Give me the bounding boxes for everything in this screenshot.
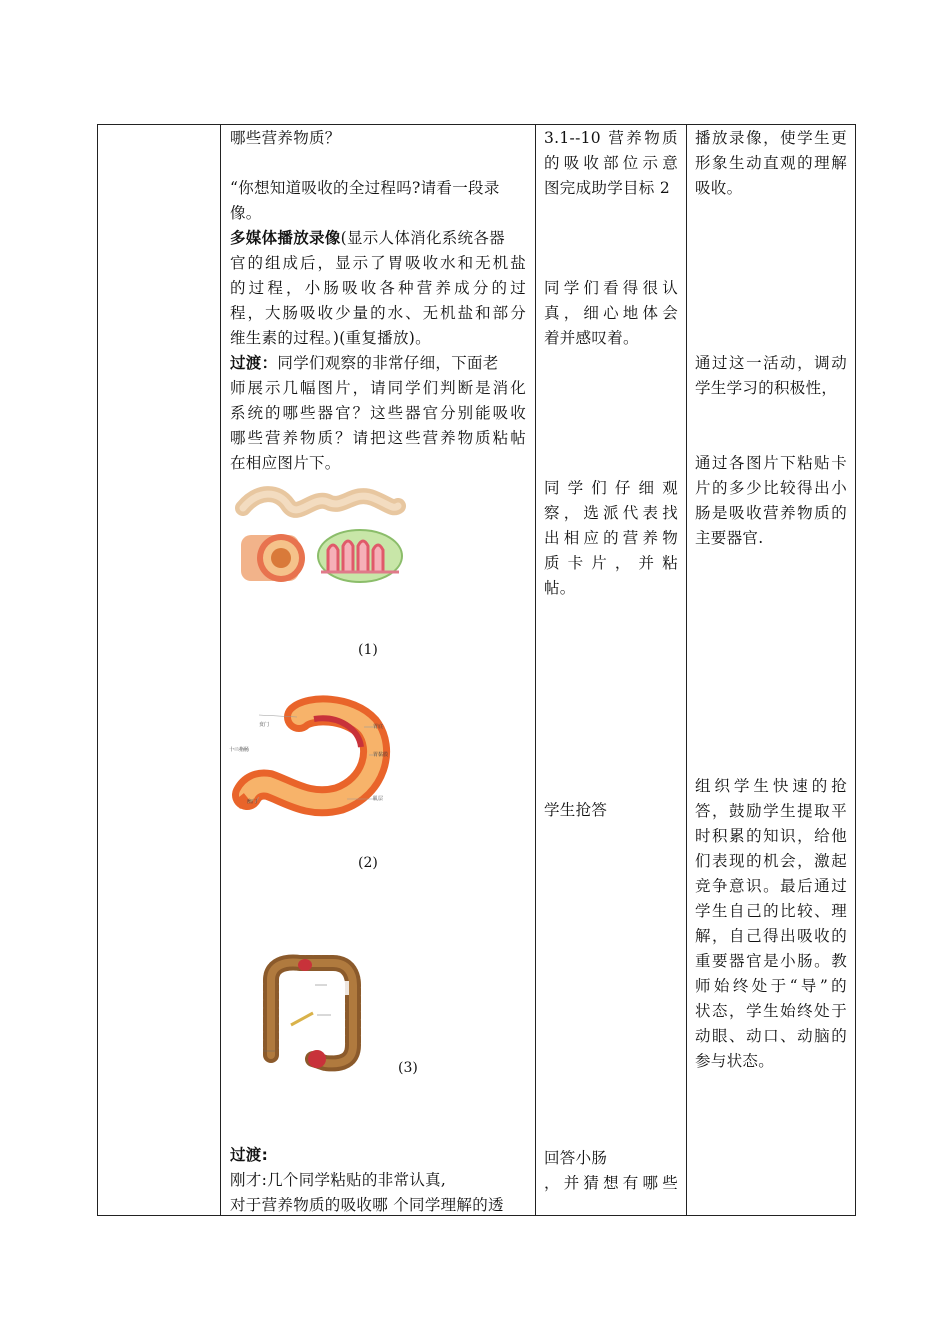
student-block-3-line: 同 学 们 仔 细 观: [544, 479, 678, 497]
student-block-1-line: 的吸收部位示意: [544, 154, 678, 172]
intent-block-1: [695, 126, 847, 201]
intent-block-4-line: 解，自己得出吸收的: [695, 927, 847, 945]
stomach-image: [229, 707, 389, 812]
intent-block-1-line: 吸收。: [695, 179, 743, 197]
media-line-4: 程，大肠吸收少量的水、无机盐和部分: [230, 304, 526, 322]
student-block-5: [544, 1146, 678, 1196]
student-block-5-line: 回答小肠: [544, 1149, 608, 1167]
quote-paragraph: [230, 176, 526, 226]
caption-1: (1): [358, 642, 378, 658]
transition-line-5: 在相应图片下。: [230, 454, 341, 472]
student-block-1-line: 图完成助学目标 2: [544, 179, 670, 197]
transition-line-1: 同学们观察的非常仔细，下面老: [277, 354, 499, 372]
label-cardia: 贲门: [259, 722, 270, 728]
intent-block-3-line: 片的多少比较得出小: [695, 479, 847, 497]
caption-3: (3): [398, 1060, 418, 1076]
student-block-3-line: 质 卡 片 ， 并 粘: [544, 554, 678, 572]
student-block-2-line: 真，细心地体会: [544, 304, 678, 322]
intent-block-4-line: 们表现的机会，激起: [695, 852, 847, 870]
teacher-activity-cell: [221, 125, 536, 1216]
media-line-3: 的过程，小肠吸收各种营养成分的过: [230, 279, 526, 297]
transition-line-3: 系统的哪些器官？这些器官分别能吸收: [230, 404, 526, 422]
quote-line-1: “你想知道吸收的全过程吗?请看一段录: [230, 179, 500, 197]
intent-block-4: [695, 774, 847, 1074]
student-activity-cell: [536, 125, 687, 1216]
student-block-4: [544, 798, 678, 823]
student-block-1-line: 3.1--10 营养物质: [544, 129, 678, 147]
intent-block-4-line: 状态，学生始终处于: [695, 1002, 847, 1020]
intent-block-4-line: 师始终处于“导”的: [695, 977, 847, 995]
transition2-line-1: 刚才:几个同学粘贴的非常认真,: [230, 1171, 447, 1189]
text-line: [230, 126, 526, 151]
transition-line-4: 哪些营养物质？请把这些营养物质粘帖: [230, 429, 526, 447]
intent-block-1-line: 播放录像，使学生更: [695, 129, 847, 147]
student-block-2: [544, 276, 678, 351]
student-block-2-line: 着并感叹着。: [544, 329, 639, 347]
intent-block-2-line: 学生学习的积极性，: [695, 379, 838, 397]
intent-block-3: [695, 451, 847, 551]
student-block-3-line: 出相应的营养物: [544, 529, 678, 547]
intent-block-4-line: 参与状态。: [695, 1052, 775, 1070]
label-pylorus: 幽门: [247, 799, 258, 805]
student-block-3-line: 察，选派代表找: [544, 504, 678, 522]
transition-heading: 过渡：: [230, 354, 278, 372]
lesson-plan-table: [97, 124, 856, 1216]
intent-block-2: [695, 351, 847, 401]
student-block-3-line: 帖。: [544, 579, 576, 597]
table-row: [98, 125, 856, 1216]
media-line-1: (显示人体消化系统各器: [340, 229, 505, 247]
intent-block-4-line: 组织学生快速的抢: [695, 777, 847, 795]
large-intestine-image: [255, 955, 395, 1075]
intent-block-4-line: 学生自己的比较、理: [695, 902, 847, 920]
intent-block-4-line: 竞争意识。最后通过: [695, 877, 847, 895]
column-1-cell: [98, 125, 221, 1216]
intent-block-1-line: 形象生动直观的理解: [695, 154, 847, 172]
intent-block-4-line: 动眼、动口、动脑的: [695, 1027, 847, 1045]
student-block-4-line: 学生抢答: [544, 801, 608, 819]
intent-block-3-line: 肠是吸收营养物质的: [695, 504, 847, 522]
label-mucosa: 胃黏膜: [373, 752, 389, 758]
intent-block-4-line: 重要器官是小肠。教: [695, 952, 847, 970]
small-intestine-image: [233, 480, 408, 585]
student-block-3: [544, 476, 678, 601]
transition-paragraph: [230, 351, 526, 476]
media-line-5: 维生素的过程。)(重复播放)。: [230, 329, 431, 347]
media-paragraph: [230, 226, 526, 351]
intent-block-3-line: 主要器官.: [695, 529, 764, 547]
student-block-1: [544, 126, 678, 201]
transition-line-2: 师展示几幅图片，请同学们判断是消化: [230, 379, 526, 397]
student-block-5-line: ，并猜想有哪些: [544, 1174, 678, 1192]
intent-block-4-line: 时积累的知识，给他: [695, 827, 847, 845]
design-intent-cell: [687, 125, 856, 1216]
intent-block-2-line: 通过这一活动，调动: [695, 354, 847, 372]
intent-block-3-line: 通过各图片下粘贴卡: [695, 454, 847, 472]
quote-line-2: 像。: [230, 204, 262, 222]
transition2-paragraph: [230, 1143, 526, 1218]
media-heading: 多媒体播放录像: [230, 229, 341, 247]
label-fundus: 胃底: [373, 724, 384, 730]
line-top: 哪些营养物质？: [230, 129, 341, 147]
student-block-2-line: 同学们看得很认: [544, 279, 678, 297]
transition2-line-2: 对于营养物质的吸收哪 个同学理解的透: [230, 1196, 504, 1214]
caption-2: (2): [358, 855, 378, 871]
intent-block-4-line: 答，鼓励学生提取平: [695, 802, 847, 820]
media-line-2: 官的组成后，显示了胃吸收水和无机盐: [230, 254, 526, 272]
transition2-heading: 过渡:: [230, 1146, 269, 1164]
label-muscle: 肌层: [373, 796, 384, 802]
label-duodenum: 十二指肠: [229, 747, 250, 753]
